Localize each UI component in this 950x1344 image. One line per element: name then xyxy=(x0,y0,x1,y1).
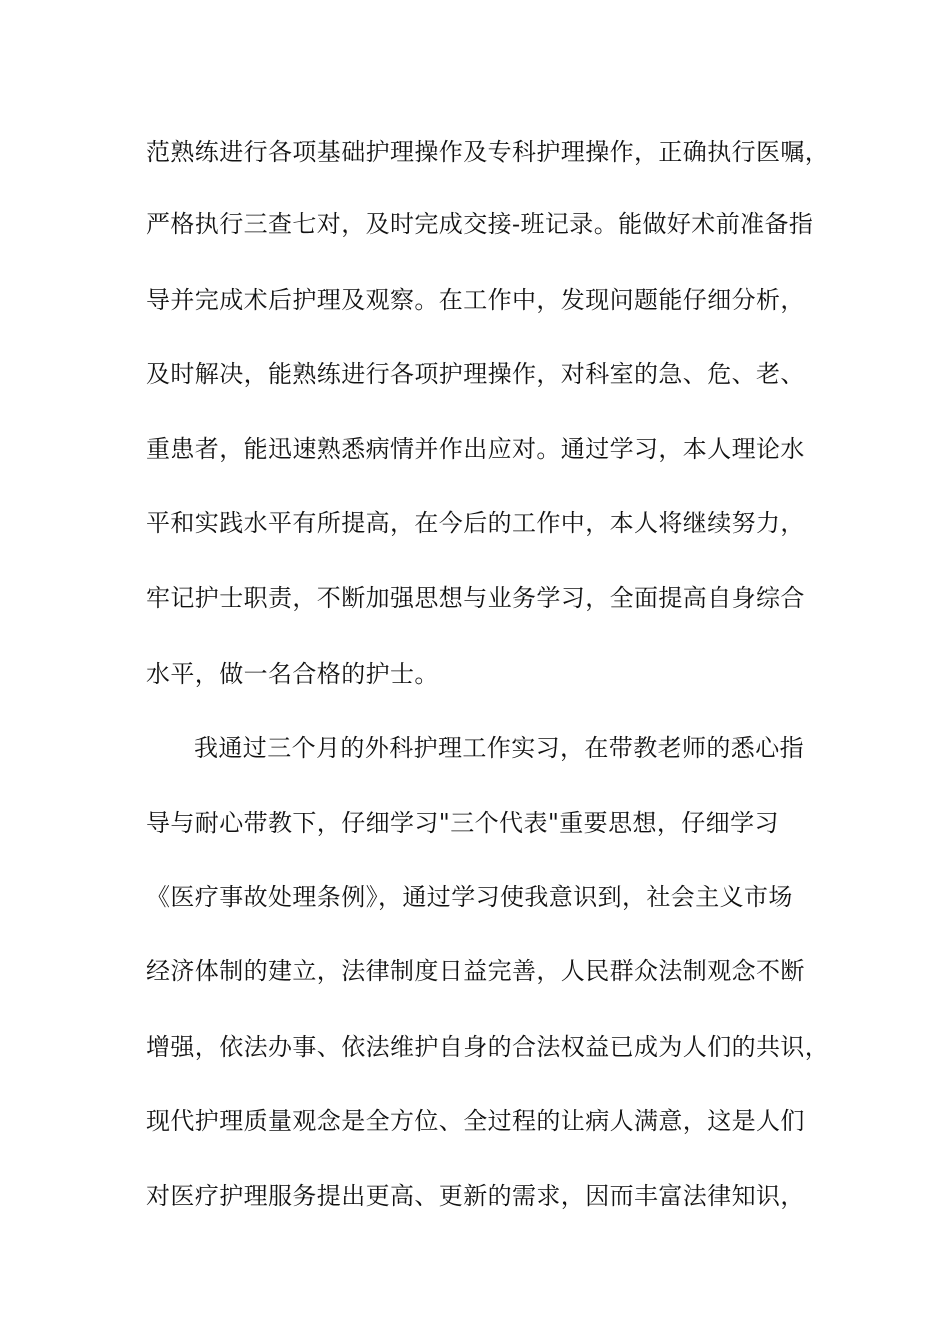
text-line: 经济体制的建立，法律制度日益完善，人民群众法制观念不断 xyxy=(146,957,805,985)
text-line: 导并完成术后护理及观察。在工作中，发现问题能仔细分析， xyxy=(146,286,805,314)
text-line: 重患者，能迅速熟悉病情并作出应对。通过学习，本人理论水 xyxy=(146,435,805,463)
paragraph-first-line: 我通过三个月的外科护理工作实习，在带教老师的悉心指 xyxy=(194,734,804,762)
text-line: 导与耐心带教下，仔细学习"三个代表"重要思想，仔细学习 xyxy=(146,809,779,837)
text-line: 现代护理质量观念是全方位、全过程的让病人满意，这是人们 xyxy=(146,1107,805,1135)
text-line: 严格执行三查七对，及时完成交接-班记录。能做好术前准备指 xyxy=(146,210,814,238)
text-line: 水平，做一名合格的护士。 xyxy=(146,660,439,688)
text-line: 对医疗护理服务提出更高、更新的需求，因而丰富法律知识， xyxy=(146,1182,805,1210)
text-line: 增强，依法办事、依法维护自身的合法权益已成为人们的共识， xyxy=(146,1033,830,1061)
text-line: 范熟练进行各项基础护理操作及专科护理操作，正确执行医嘱， xyxy=(146,138,830,166)
text-line: 《医疗事故处理条例》，通过学习使我意识到，社会主义市场 xyxy=(146,883,793,911)
text-line: 牢记护士职责，不断加强思想与业务学习，全面提高自身综合 xyxy=(146,584,805,612)
text-line: 平和实践水平有所提高，在今后的工作中，本人将继续努力， xyxy=(146,509,805,537)
text-line: 及时解决，能熟练进行各项护理操作，对科室的急、危、老、 xyxy=(146,360,805,388)
